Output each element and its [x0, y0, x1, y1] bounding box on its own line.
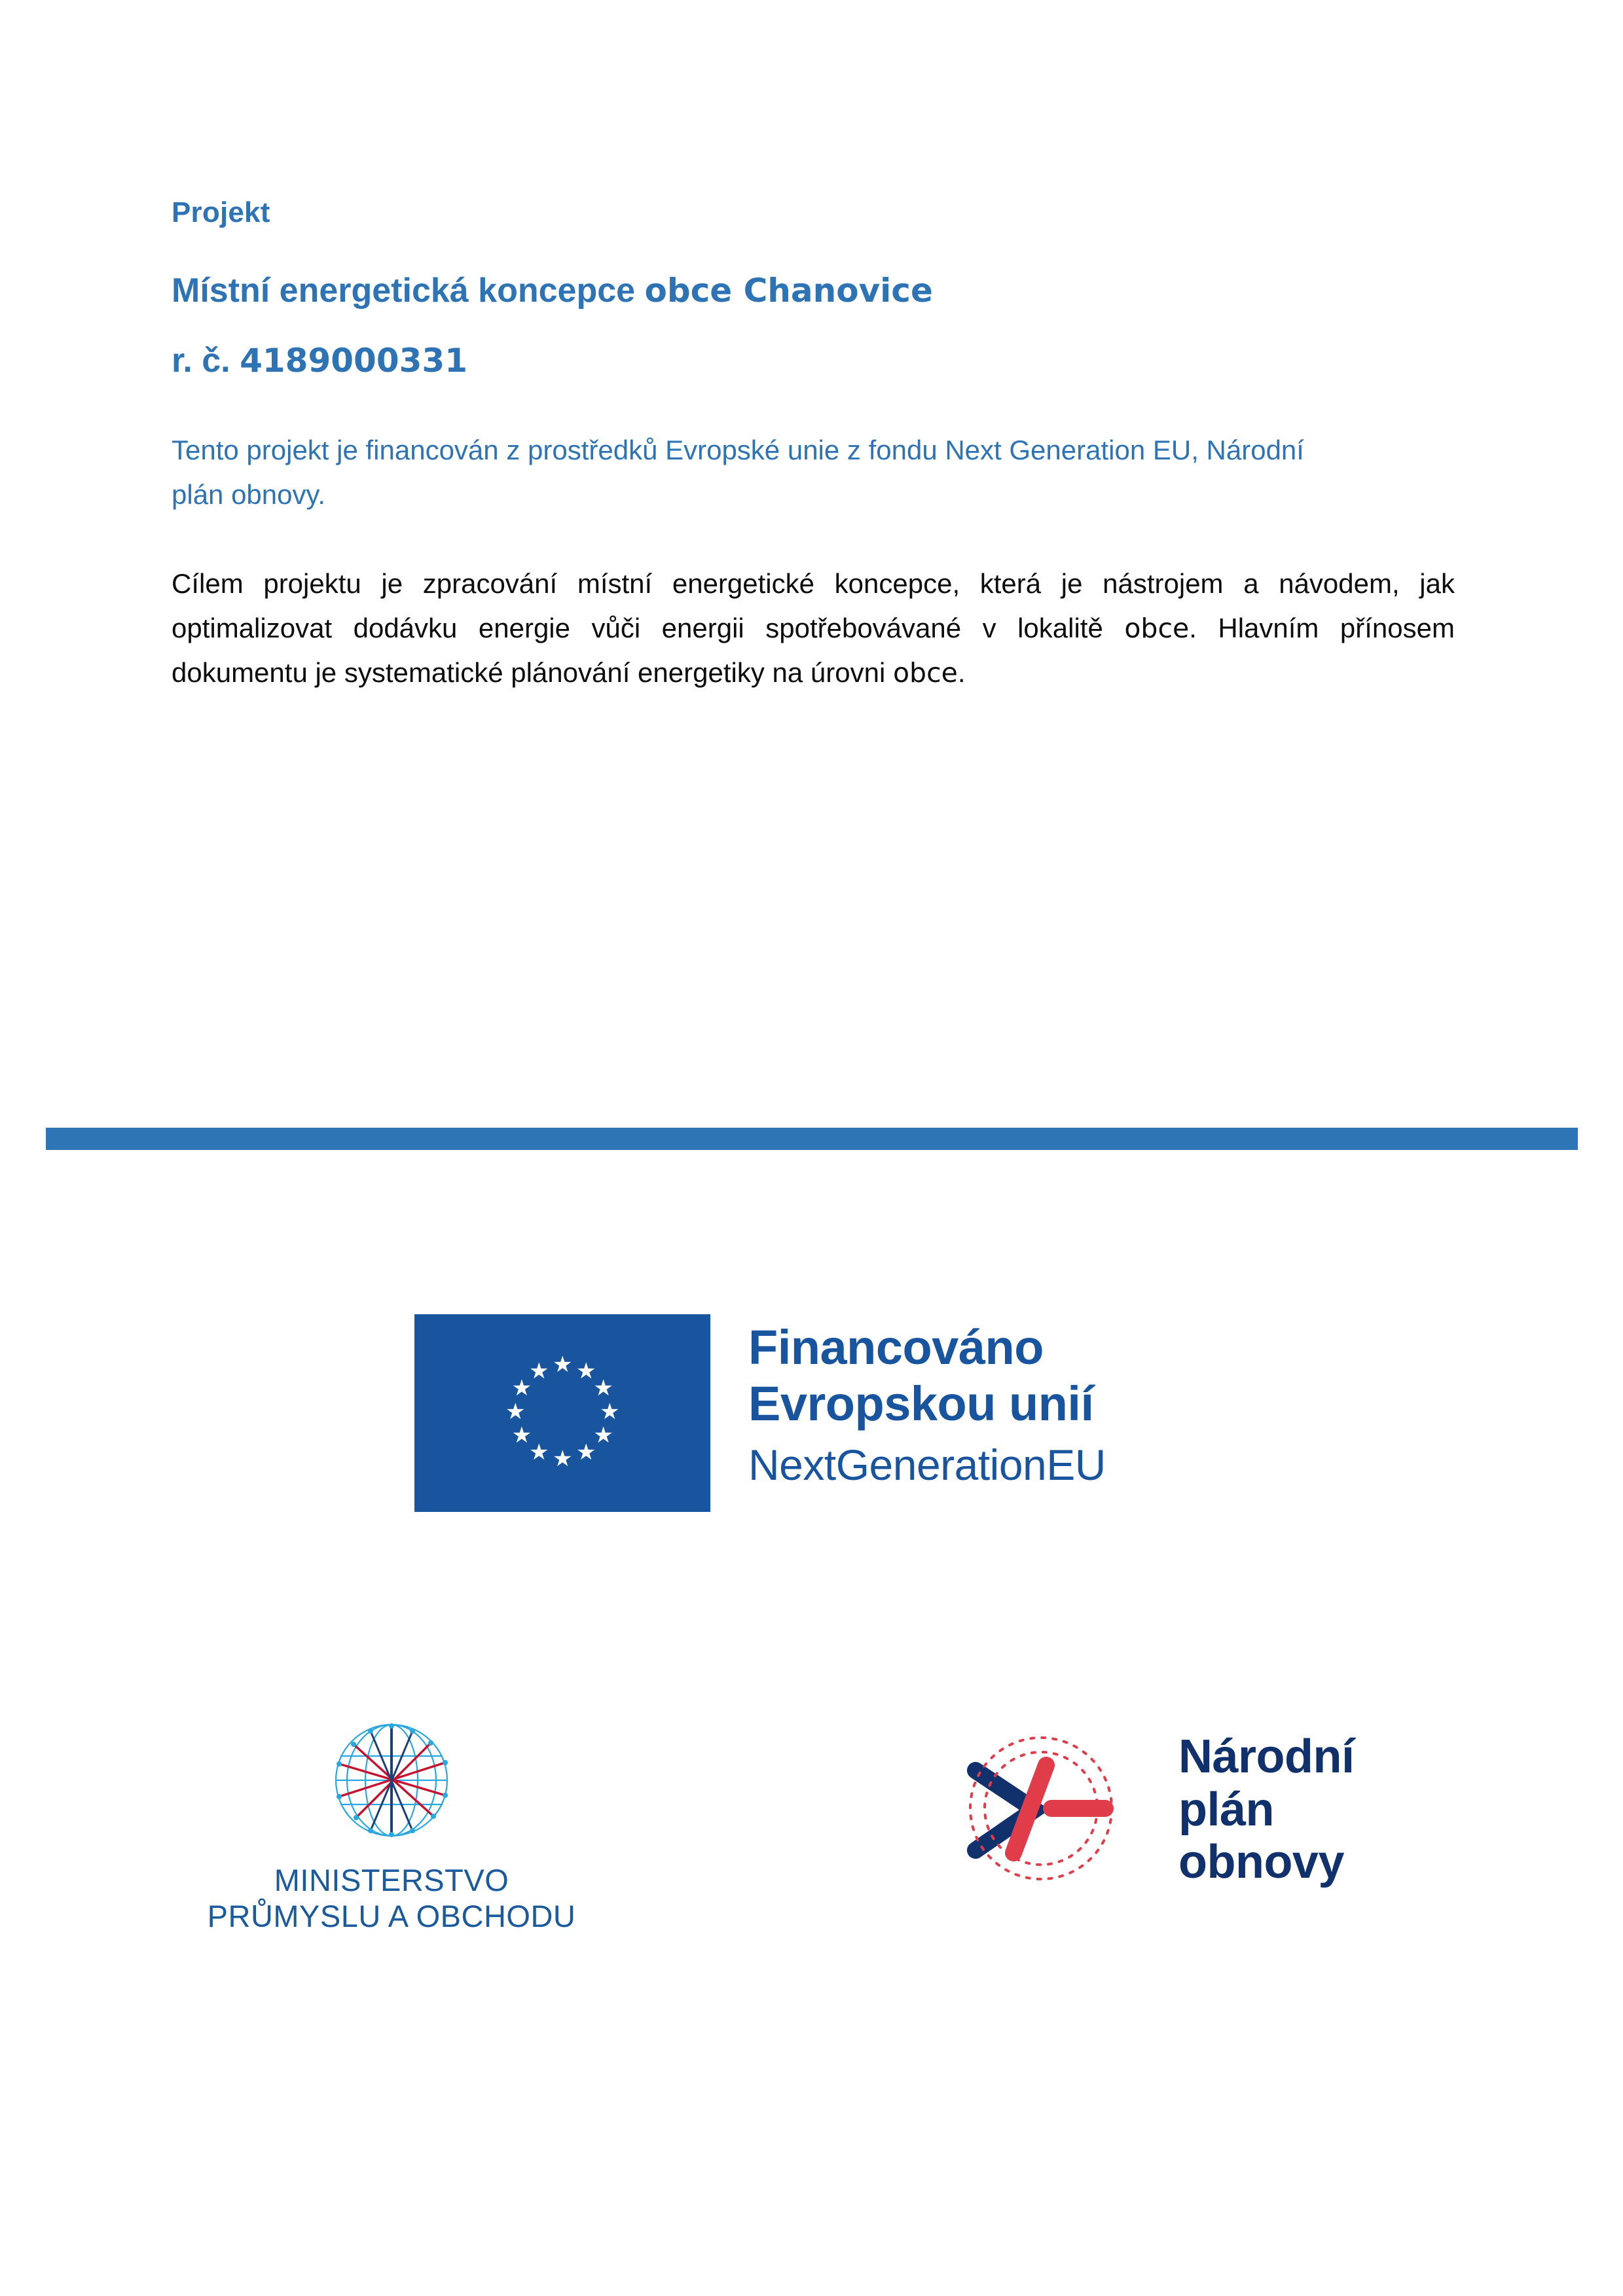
eu-flag-icon [414, 1314, 710, 1512]
recovery-plan-line3: obnovy [1178, 1836, 1345, 1889]
recovery-plan-logo [936, 1725, 1355, 1895]
project-label: Projekt [172, 196, 270, 228]
body-municipality-2: obce [892, 657, 958, 689]
title-municipality: obce Chanovice [644, 272, 933, 310]
ministry-text-line2: PRŮMYSLU A OBCHODU [207, 1899, 576, 1934]
body-text-2: . Hlavním přínosem dokumentu je systematické plánování energetiky na úrovni [172, 613, 1455, 689]
page-title [172, 270, 1455, 312]
horizontal-divider-bar [46, 1128, 1578, 1150]
eu-text-line3: NextGenerationEU [748, 1440, 1106, 1489]
registration-number [172, 340, 1455, 382]
body-text-3: . [957, 657, 966, 689]
funding-note: Tento projekt je financován z prostředků Evropské unie z fondu Next Generation EU, Národní plán obnovy. [172, 435, 1304, 511]
registration-prefix: r. č. [172, 342, 240, 380]
ministry-globe-icon [293, 1718, 490, 1856]
ministry-text-line1: MINISTERSTVO [274, 1863, 509, 1897]
text-content-block [172, 196, 1455, 695]
body-municipality-1: obce [1124, 613, 1190, 645]
eu-text-line1: Financováno [748, 1320, 1044, 1374]
title-main: Místní energetická koncepce [172, 272, 645, 310]
eu-logo-text [748, 1314, 1106, 1493]
eu-funding-logo [414, 1314, 1106, 1512]
eu-stars-circle: ★ ★ ★ ★ ★ ★ ★ ★ ★ ★ ★ ★ [505, 1352, 620, 1471]
recovery-plan-mark-icon [936, 1725, 1152, 1895]
eu-text-line2: Evropskou unií [748, 1376, 1094, 1431]
recovery-plan-line2: plán [1178, 1783, 1275, 1836]
recovery-plan-text [1178, 1731, 1355, 1889]
ministry-logo [175, 1718, 608, 1935]
registration-value: 4189000331 [240, 342, 467, 380]
recovery-plan-line1: Národní [1178, 1731, 1355, 1784]
body-paragraph [172, 562, 1455, 695]
body-text-1: Cílem projektu je zpracování místní energetické koncepce, která je nástrojem a návodem, jak optimalizovat dodávku energie vůči energii spotřebovávané v lokalitě [172, 568, 1455, 644]
